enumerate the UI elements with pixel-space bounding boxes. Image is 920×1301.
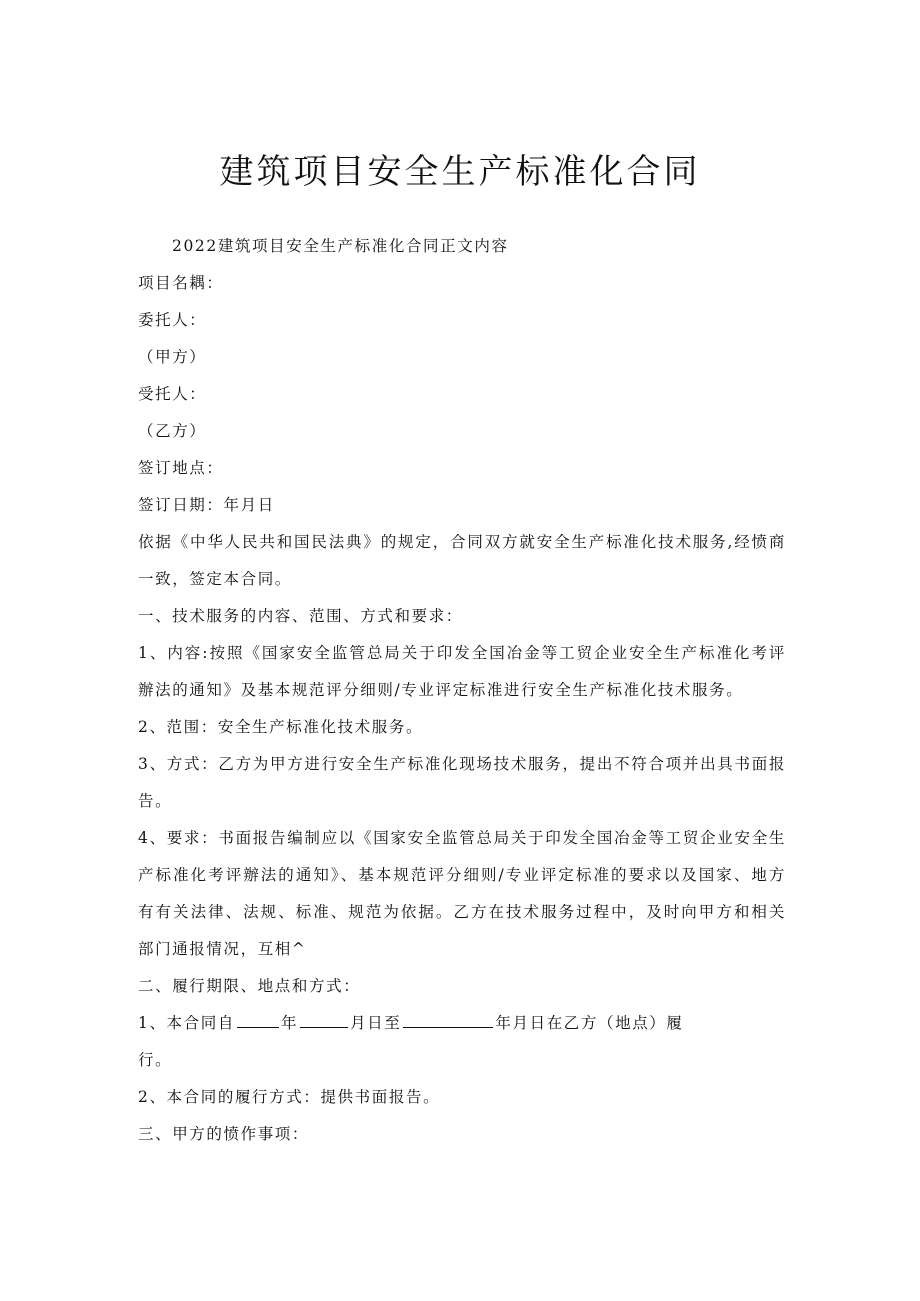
period-text-start: 1、本合同自	[138, 1014, 235, 1032]
signing-date-label: 签订日期：年月日	[138, 496, 275, 514]
section2-heading: 二、履行期限、地点和方式：	[138, 977, 361, 995]
document-title: 建筑项目安全生产标准化合同	[219, 152, 701, 192]
section1-item-content: 1、内容:按照《国家安全监管总局关于印发全国冶金等工贸企业安全生产标准化考评辦法的通知》及基本规范评分细则/专业评定标准进行安全生产标准化技术服务。	[138, 644, 786, 699]
period-text-end: 年月日在乙方（地点）履	[495, 1014, 684, 1032]
section1-item-requirements: 4、要求：书面报告编制应以《国家安全监管总局关于印发全国冶金等工贸企业安全生产标准化考评辦法的通知》、基本规范评分细则/专业评定标准的要求以及国家、地方有有关法律、法规、标准、规范为依据。乙方在技术服务过程中，及时向甲方和相关部门通报情况，互相^	[138, 829, 786, 958]
project-name-label: 项目名耦：	[138, 274, 224, 292]
preamble-paragraph: 依据《中华人民共和国民法典》的规定，合同双方就安全生产标准化技术服务,经愤商一致，签定本合同。	[138, 533, 786, 588]
section2-item-period-cont: 行。	[138, 1051, 173, 1069]
period-text-year: 年	[280, 1014, 299, 1032]
section1-item-method: 3、方式：乙方为甲方进行安全生产标准化现场技术服务，提出不符合项并出具书面报告。	[138, 755, 786, 810]
month-blank	[300, 1009, 348, 1028]
section2-item-period	[138, 1005, 786, 1042]
section3-heading: 三、甲方的愤作事项：	[138, 1125, 310, 1143]
section2-item-method: 2、本合同的履行方式：提供书面报告。	[138, 1088, 441, 1106]
party-a-label: （甲方）	[138, 348, 207, 366]
section1-item-scope: 2、范围：安全生产标准化技术服务。	[138, 718, 424, 736]
contractor-label: 受托人：	[138, 385, 207, 403]
client-label: 委托人：	[138, 311, 207, 329]
document-body	[138, 228, 786, 1153]
document-subtitle: 2022建筑项目安全生产标准化合同正文内容	[172, 237, 509, 255]
end-date-blank	[403, 1009, 493, 1028]
year-blank	[237, 1009, 279, 1028]
signing-place-label: 签订地点：	[138, 459, 224, 477]
section1-heading: 一、技术服务的内容、范围、方式和要求：	[138, 607, 463, 625]
party-b-label: （乙方）	[138, 422, 207, 440]
period-text-to: 月日至	[350, 1014, 402, 1032]
